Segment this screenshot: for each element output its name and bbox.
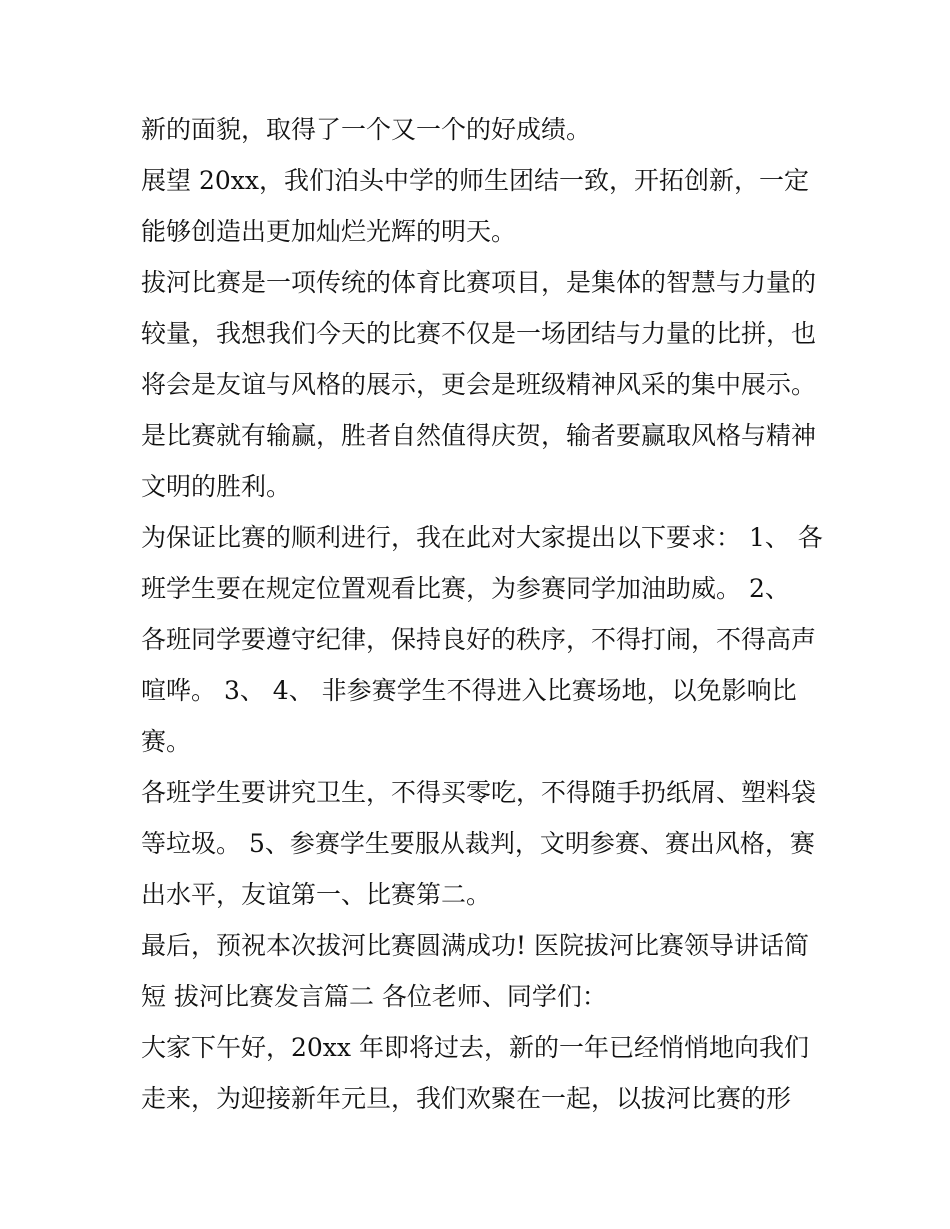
text-line: 走来，为迎接新年元旦，我们欢聚在一起，以拔河比赛的形 bbox=[141, 1084, 792, 1113]
text-line: 等垃圾。 5、参赛学生要服从裁判，文明参赛、赛出风格，赛 bbox=[141, 829, 815, 858]
text-line: 班学生要在规定位置观看比赛，为参赛同学加油助威。 2、 bbox=[141, 574, 790, 603]
text-line: 喧哗。 3、 4、 非参赛学生不得进入比赛场地，以免影响比 bbox=[141, 676, 797, 705]
text-line: 文明的胜利。 bbox=[141, 472, 292, 501]
text-line: 最后，预祝本次拔河比赛圆满成功! 医院拔河比赛领导讲话简 bbox=[141, 931, 809, 960]
text-line: 各班学生要讲究卫生，不得买零吃，不得随手扔纸屑、塑料袋 bbox=[141, 778, 817, 807]
body-text bbox=[141, 104, 821, 1124]
text-line: 出水平，友谊第一、比赛第二。 bbox=[141, 880, 492, 909]
text-line: 是比赛就有输赢，胜者自然值得庆贺，输者要赢取风格与精神 bbox=[141, 421, 817, 450]
text-line: 短 拔河比赛发言篇二 各位老师、同学们： bbox=[141, 982, 607, 1011]
text-line: 能够创造出更加灿烂光辉的明天。 bbox=[141, 217, 517, 246]
text-line: 拔河比赛是一项传统的体育比赛项目，是集体的智慧与力量的 bbox=[141, 268, 817, 297]
text-line: 将会是友谊与风格的展示，更会是班级精神风采的集中展示。 bbox=[141, 370, 817, 399]
text-line: 各班同学要遵守纪律，保持良好的秩序，不得打闹，不得高声 bbox=[141, 625, 817, 654]
text-line: 为保证比赛的顺利进行，我在此对大家提出以下要求： 1、 各 bbox=[141, 523, 823, 552]
text-line: 赛。 bbox=[141, 727, 192, 756]
text-line: 新的面貌，取得了一个又一个的好成绩。 bbox=[141, 115, 592, 144]
text-line: 大家下午好，20xx 年即将过去，新的一年已经悄悄地向我们 bbox=[141, 1033, 809, 1062]
text-line: 较量，我想我们今天的比赛不仅是一场团结与力量的比拼，也 bbox=[141, 319, 817, 348]
text-line: 展望 20xx，我们泊头中学的师生团结一致，开拓创新，一定 bbox=[141, 166, 809, 195]
